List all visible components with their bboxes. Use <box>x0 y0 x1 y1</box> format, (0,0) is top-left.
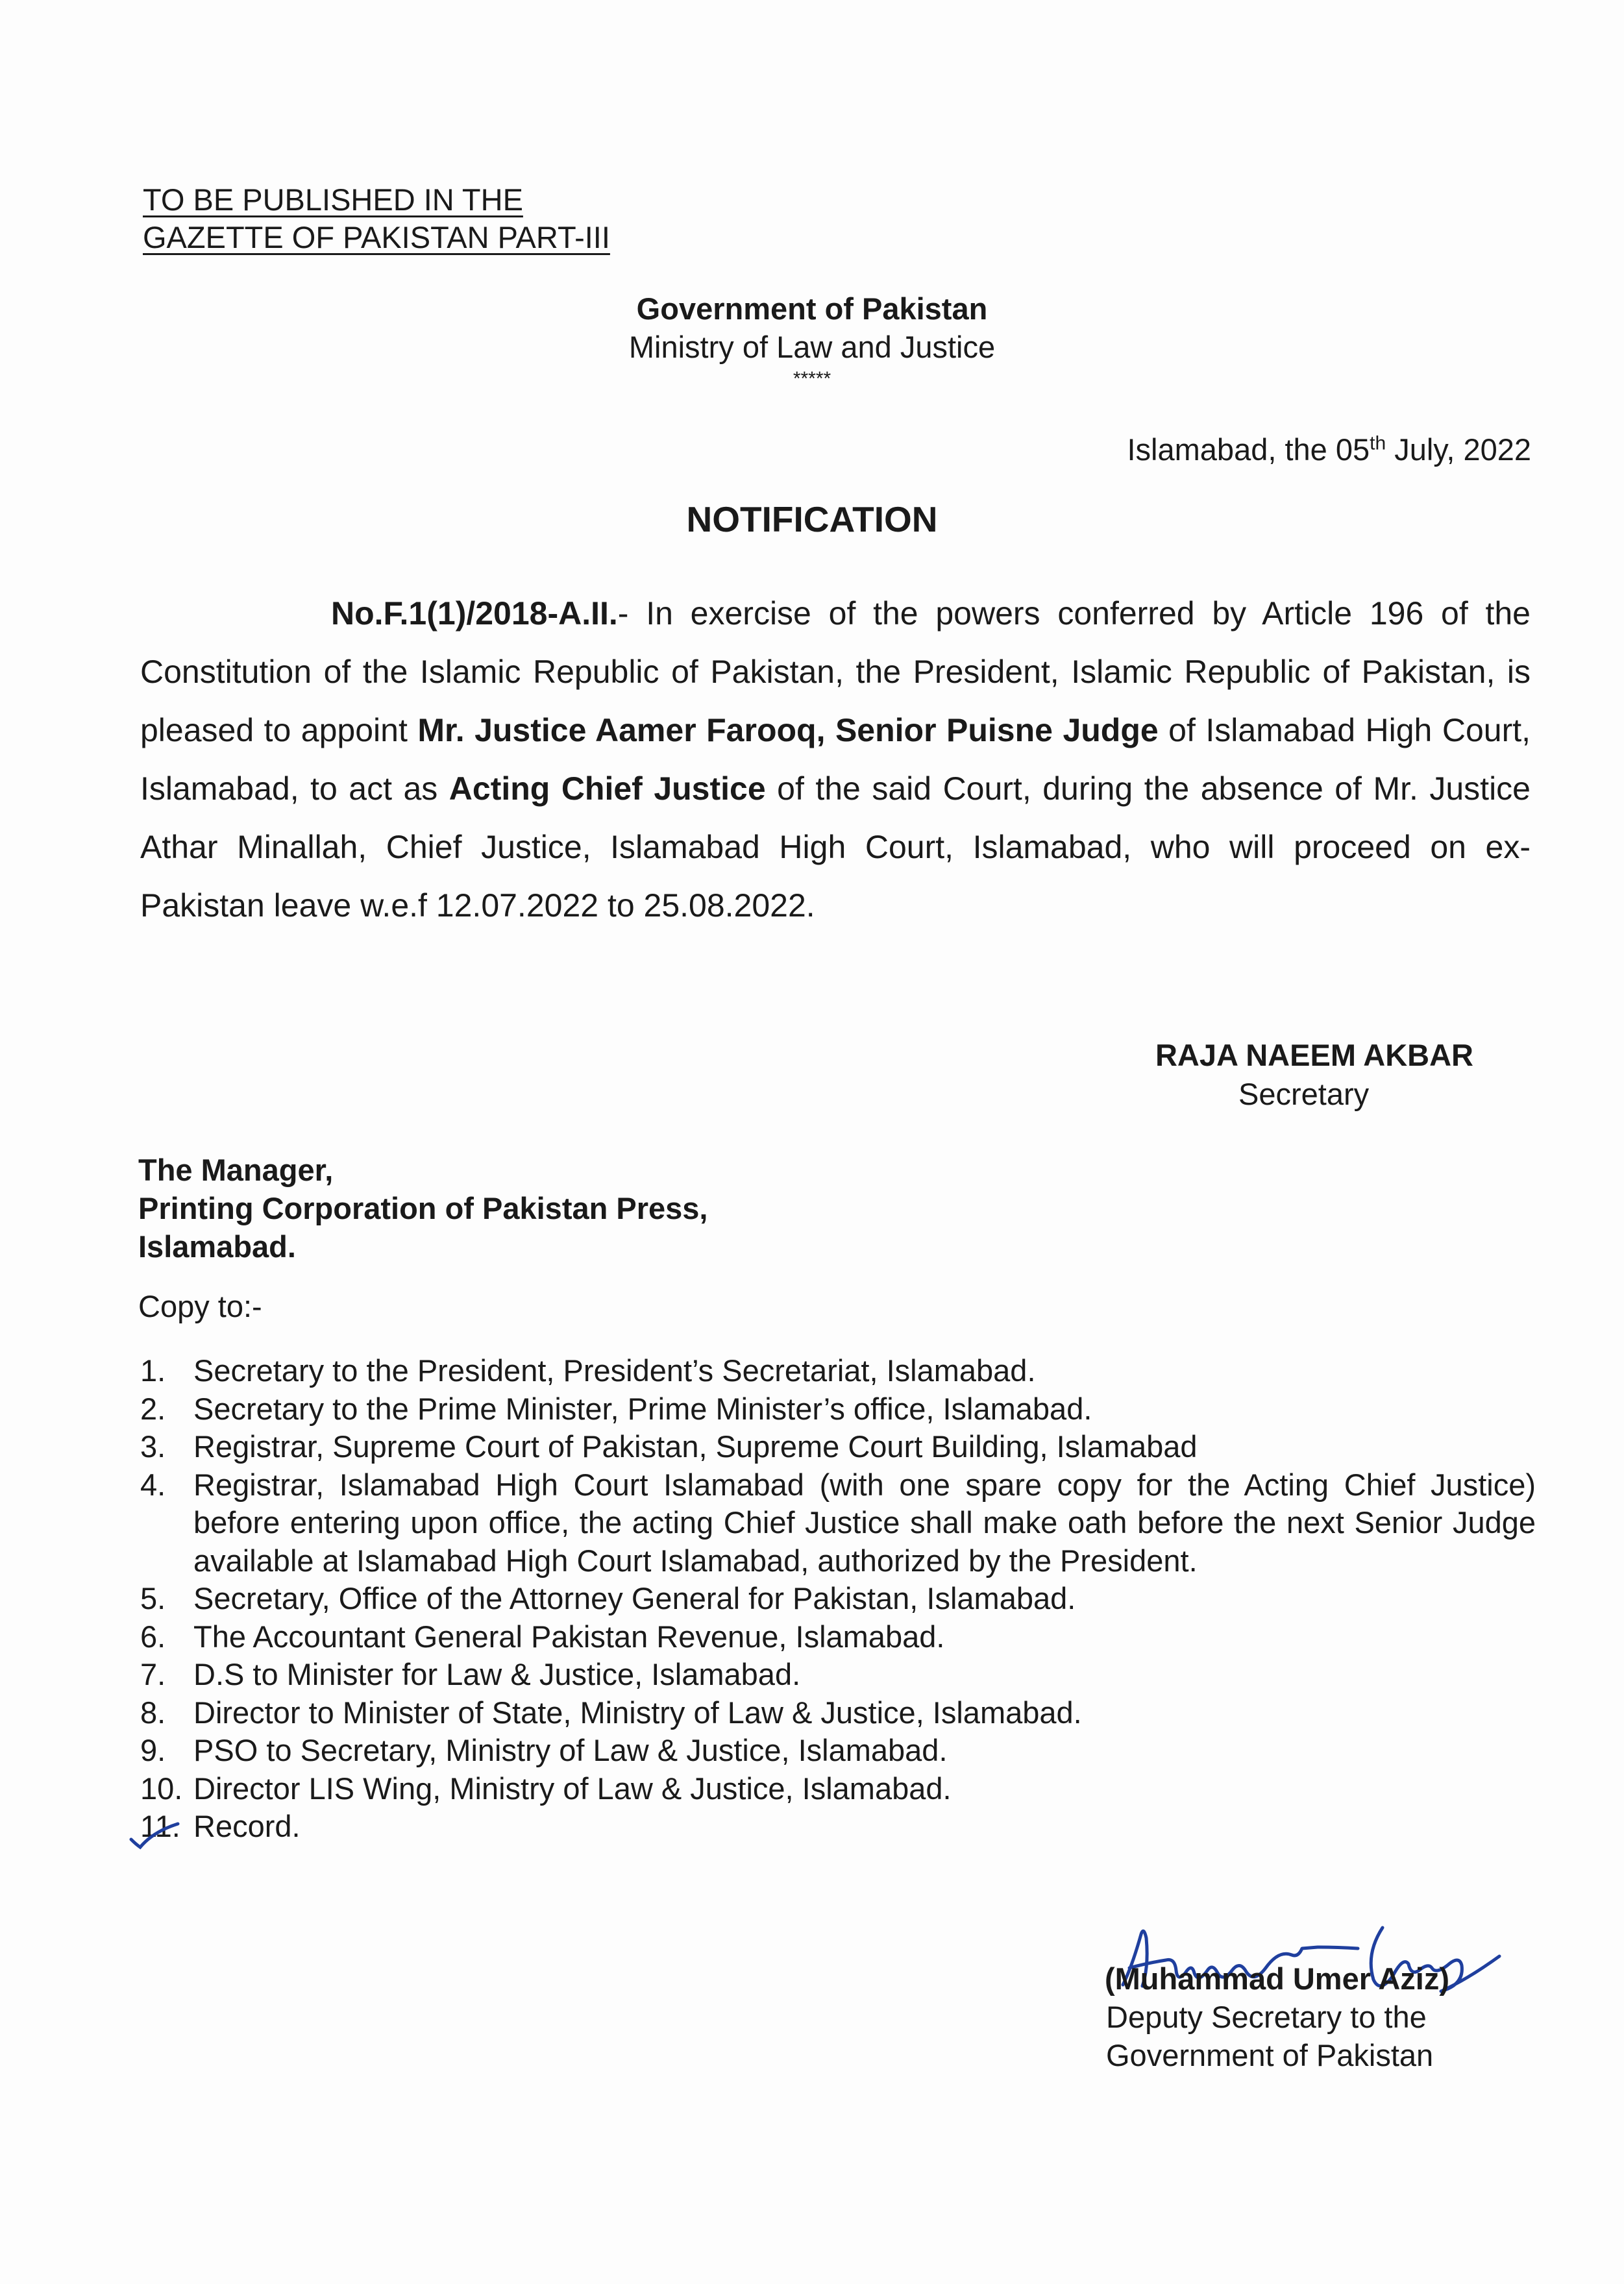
list-item <box>140 1808 1536 1846</box>
notification-title: NOTIFICATION <box>686 499 938 539</box>
list-item <box>140 1694 1536 1732</box>
deputy-title-line-1: Deputy Secretary to the <box>1106 2000 1427 2034</box>
list-item-number: 1. <box>140 1353 166 1388</box>
stars-divider: ***** <box>793 368 831 389</box>
body-text-3: of the said Court, during the absence of Mr. Justice Athar Minallah, Chief Justice, Islamabad High Court, Islamabad, who will proceed on ex-Pakistan leave w.e.f 12.07.2022 to 25.08.2022. <box>140 770 1531 924</box>
deputy-title-line-2: Government of Pakistan <box>1106 2038 1434 2072</box>
secretary-name: RAJA NAEEM AKBAR <box>1155 1038 1473 1072</box>
list-item-number: 5. <box>140 1581 166 1615</box>
list-item-text: Director LIS Wing, Ministry of Law & Justice, Islamabad. <box>193 1771 952 1806</box>
appointment-role: Acting Chief Justice <box>449 770 766 807</box>
list-item-number: 2. <box>140 1391 166 1426</box>
list-item <box>140 1656 1536 1694</box>
list-item-text: Director to Minister of State, Ministry of Law & Justice, Islamabad. <box>193 1695 1082 1730</box>
body-text-2: of Islamabad High Court, Islamabad, to act as <box>140 712 1531 807</box>
ministry-heading: Ministry of Law and Justice <box>628 330 996 364</box>
body-text-1: - In exercise of the powers conferred by Article 196 of the Constitution of the Islamic Republic of Pakistan, the President, Islamic Republic of Pakistan, is pleased to appoint <box>140 595 1531 748</box>
list-item-text: PSO to Secretary, Ministry of Law & Justice, Islamabad. <box>193 1733 948 1767</box>
date-suffix-sup: th <box>1370 432 1386 454</box>
addressee-line-3: Islamabad. <box>138 1229 296 1264</box>
government-heading: Government of Pakistan <box>636 291 988 326</box>
list-item-number: 8. <box>140 1695 166 1730</box>
list-item <box>140 1618 1536 1656</box>
list-item <box>140 1580 1536 1618</box>
list-item-number: 7. <box>140 1657 166 1691</box>
list-item-number: 4. <box>140 1467 166 1502</box>
list-item <box>140 1390 1536 1429</box>
gazette-line-1: TO BE PUBLISHED IN THE <box>143 182 523 217</box>
list-item-text: Secretary to the Prime Minister, Prime Minister’s office, Islamabad. <box>193 1391 1092 1426</box>
copy-to-label: Copy to:- <box>138 1289 262 1323</box>
date-prefix: Islamabad, the 05 <box>1127 432 1370 467</box>
list-item-text: Secretary, Office of the Attorney General for Pakistan, Islamabad. <box>193 1581 1076 1615</box>
list-item-text: Secretary to the President, President’s Secretariat, Islamabad. <box>193 1353 1036 1388</box>
notification-body <box>140 584 1531 935</box>
list-item-number: 3. <box>140 1429 166 1464</box>
list-item <box>140 1352 1536 1390</box>
addressee-line-2: Printing Corporation of Pakistan Press, <box>138 1191 708 1225</box>
list-item <box>140 1428 1536 1466</box>
addressee-line-1: The Manager, <box>138 1153 334 1187</box>
list-item-text: D.S to Minister for Law & Justice, Islamabad. <box>193 1657 801 1691</box>
issue-date <box>1127 432 1532 467</box>
pen-tick-mark <box>127 1817 186 1856</box>
date-suffix: July, 2022 <box>1386 432 1531 467</box>
list-item-number: 9. <box>140 1733 166 1767</box>
list-item-number: 6. <box>140 1619 166 1654</box>
list-item-text: Record. <box>193 1809 301 1843</box>
gazette-line-2: GAZETTE OF PAKISTAN PART-III <box>143 220 610 254</box>
deputy-name: (Muhammad Umer Aziz) <box>1105 1961 1449 1996</box>
list-item-text: Registrar, Islamabad High Court Islamabad (with one spare copy for the Acting Chief Justice) before entering upon office, the acting Chief Justice shall make oath before the next Senior Judge available at Islamabad High Court Islamabad, authorized by the President. <box>193 1467 1536 1578</box>
copy-to-list <box>140 1352 1536 1846</box>
list-item-text: Registrar, Supreme Court of Pakistan, Supreme Court Building, Islamabad <box>193 1429 1198 1464</box>
list-item-text: The Accountant General Pakistan Revenue, Islamabad. <box>193 1619 945 1654</box>
list-item <box>140 1770 1536 1808</box>
appointee: Mr. Justice Aamer Farooq, Senior Puisne Judge <box>417 712 1159 748</box>
secretary-title: Secretary <box>1238 1077 1370 1111</box>
list-item <box>140 1466 1536 1580</box>
list-item <box>140 1732 1536 1770</box>
list-item-number: 11. <box>140 1809 180 1843</box>
list-item-number: 10. <box>140 1771 183 1806</box>
reference-number: No.F.1(1)/2018-A.II. <box>331 595 618 632</box>
